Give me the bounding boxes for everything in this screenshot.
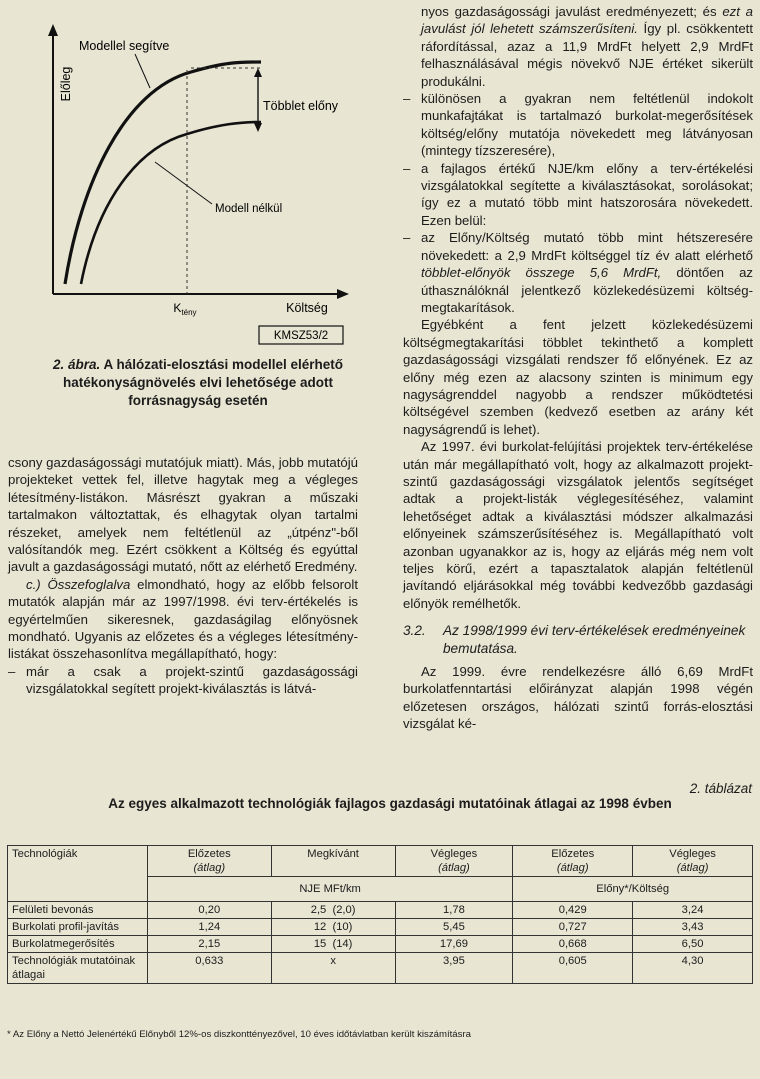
figure-chart [25,22,355,352]
summary-text: elmondható, hogy az előbb felsorolt mutatók alapján már az 1997/1998. évi terv-értékelés is egyértelműen sikeresnek, gazdaságilag előnyösnek mondható. Ugyanis az előzetes és a végleges létesítmény-listákat összehasonlítva megállapítható, hogy: [8,576,358,662]
cell: 0,20 [147,902,271,919]
cell: 3,24 [633,902,753,919]
cell: 2,15 [147,936,271,953]
bullet-dash: – [8,663,16,679]
bullet-dash: – [403,91,411,107]
table-title: Az egyes alkalmazott technológiák fajlagos gazdasági mutatóinak átlagai az 1998 évben [108,796,672,811]
x-axis-arrow [337,289,349,299]
right-italic-1: ezt a javulást jól lehetett számszerűsíteni. [421,4,753,37]
right-bullet-4 [403,229,753,316]
figure-caption [28,356,368,410]
header-sub: (átlag) [676,862,709,874]
x-axis-label: Költség [286,301,328,315]
header-top: Végleges [669,848,716,860]
cell: 0,633 [147,953,271,984]
right-bullet-3 [403,160,753,230]
section-title: Az 1998/1999 évi terv-értékelések eredményeinek bemutatása. [443,623,746,656]
right-text-1: nyos gazdaságossági javulást eredményezett; és [421,4,717,19]
unit-left: NJE MFt/km [147,877,512,902]
bullet-text: már a csak a projekt-szintű gazdaságossági vizsgálatokkal segített projekt-kiválasztás is látvá- [26,663,358,697]
upper-curve-label: Modellel segítve [79,39,170,53]
data-table [7,845,753,984]
header-top: Előzetes [187,848,231,860]
bullet-text: különösen a gyakran nem feltétlenül indokolt munkafajtákat is tartalmazó burkolat-megerősítések költség/előny mutatója növekedett meg látványosan (mintegy tízszeresére), [421,91,753,159]
bullet-italic: többlet-előnyök összege 5,6 MrdFt, [421,265,662,281]
cell: x [271,953,395,984]
lower-curve-label: Modell nélkül [215,203,283,215]
header-sub: (átlag) [193,862,226,874]
table-row [8,902,753,919]
header-top: Előzetes [551,848,595,860]
left-column [8,454,358,698]
caption-number: 2. ábra. [52,357,101,372]
cell: 0,668 [513,936,633,953]
cell: 0,429 [513,902,633,919]
section-heading [403,622,753,657]
cell: 0,727 [513,919,633,936]
lower-label-leader [155,162,212,204]
y-axis-arrow [48,24,58,36]
table-footnote: * Az Előny a Nettó Jelenértékű Előnyből 12%-os diszkonttényezővel, 10 éves időtávlatban került kiszámításra [7,1029,471,1040]
cell: 2,5 (2,0) [271,902,395,919]
figure-code: KMSZ53/2 [273,330,329,342]
header-sub: (átlag) [438,862,470,874]
k-sub: tény [181,308,197,317]
cell: 1,24 [147,919,271,936]
header-col-5 [633,846,753,877]
header-col-4 [513,846,633,877]
left-paragraph-2 [8,576,358,663]
curve-with-model [65,62,261,284]
right-paragraph-4: Az 1997. évi burkolat-felújítási projektek terv-értékelése után már megállapítható volt, hogy az alkalmazott projekt-szintű gazdaságossági vizsgálatok jelentős segítséget adtak a projekt-listák véglegesítéséhez, valamint lehetőséget adtak a kiválasztási módszer alkalmazási előnyeinek számszerűsítéséhez is. Megállapítható volt azonban ugyanakkor az is, hogy az eljárás még nem volt teljes körű, ezért a tapasztalatok alapján feltétlenül javítandó eljárásokkal még további kedvezőbb gazdasági előnyök remélhetők. [403,439,753,611]
bullet-dash: – [403,160,411,176]
bullet-text-b: döntően az úthasználóknál jelentkező közlekedésüzemi költség-megtakarítások. [421,265,753,315]
right-rest-1: Így pl. csökkentett ráfordítással, azaz a 11,9 MrdFt helyett 2,9 MrdFt felhasználásával mégis növekvő NJE értéket sikerült produkálni. [421,21,753,89]
cell: 0,605 [513,953,633,984]
bullet-dash: – [403,230,411,246]
cell: 17,69 [395,936,513,953]
right-column [403,3,753,733]
k-label [173,301,196,317]
header-technology: Technológiák [8,846,148,902]
gain-label: Többlet előny [263,99,339,113]
unit-right: Előny*/Költség [513,877,753,902]
summary-label: c.) Összefoglalva [26,576,131,592]
row-name: Burkolati profil-javítás [8,919,148,936]
right-bullet-2 [403,90,753,160]
header-col-3 [395,846,513,877]
header-col-1 [147,846,271,877]
header-sub: (átlag) [556,862,589,874]
cell: 15 (14) [271,936,395,953]
gain-arrow-bottom [254,123,262,132]
bullet-text-a: az Előny/Költség mutató több mint hétszeresére növekedett: a 2,9 MrdFt költséggel tíz év alatt elérhető [421,230,753,263]
row-name: Burkolatmegerősítés [8,936,148,953]
cell: 6,50 [633,936,753,953]
row-name: Felületi bevonás [8,902,148,919]
cell: 5,45 [395,919,513,936]
gain-arrow-top [254,68,262,77]
row-name: Technológiák mutatóinak átlagai [8,953,148,984]
cell: 3,95 [395,953,513,984]
section-number: 3.2. [403,623,426,639]
cell: 3,43 [633,919,753,936]
cell: 12 (10) [271,919,395,936]
cell: 4,30 [633,953,753,984]
upper-label-leader [135,54,150,88]
header-top: Megkívánt [307,848,359,860]
left-bullet-1 [8,663,358,698]
cell: 1,78 [395,902,513,919]
table-row [8,936,753,953]
right-bullet-continued [403,3,753,90]
caption-text: A hálózati-elosztási modellel elérhető hatékonyságnövelés elvi lehetősége adott forrásnagyság esetén [62,357,344,408]
table-row [8,919,753,936]
bullet-text: a fajlagos értékű NJE/km előny a terv-értékelési vizsgálatokkal segítette a kiválasztásokat, sorolásokat; így ez a mutató több mint hatszorosára növekedett. Ezen belül: [421,160,753,228]
k-main: K [173,301,182,315]
left-paragraph-1: csony gazdaságossági mutatójuk miatt). Más, jobb mutatójú projekteket vettek fel, illetve hagytak meg a végleges létesítmény-listákon. Másrészt gyakran a műszaki tartalmakon változtattak, és elhagytak olyan tartalmi részeket, amelyek nem feltétlenül az „útpénz"-ből valósítandók meg. Ezért csökkent a Költség és egyúttal javult a gazdaságossági mutató, nőtt az elérhető Eredmény. [8,455,358,575]
table-row [8,953,753,984]
header-col-2 [271,846,395,877]
header-top: Végleges [430,848,478,860]
table-number: 2. táblázat [689,781,752,796]
table-header-row [8,846,753,877]
right-paragraph-3: Egyébként a fent jelzett közlekedésüzemi költségmegtakarítási többlet tekinthető a komplett gazdaságossági vizsgálati rendszer fő előnyének. Ez az előny még ezen az alacsony szinten is minimum egy nagyságrenddel nagyobb a rendszer működtetési költségével szemben (kedvező esetben az arány két nagyságrendű is lehet). [403,317,753,437]
y-axis-label: Előleg [59,66,73,102]
right-paragraph-5: Az 1999. évre rendelkezésre álló 6,69 MrdFt burkolatfenntartási előirányzat alapján 1998 végén előzetesen országos, hálózati szintű forrás-elosztási vizsgálat ké- [403,664,753,732]
